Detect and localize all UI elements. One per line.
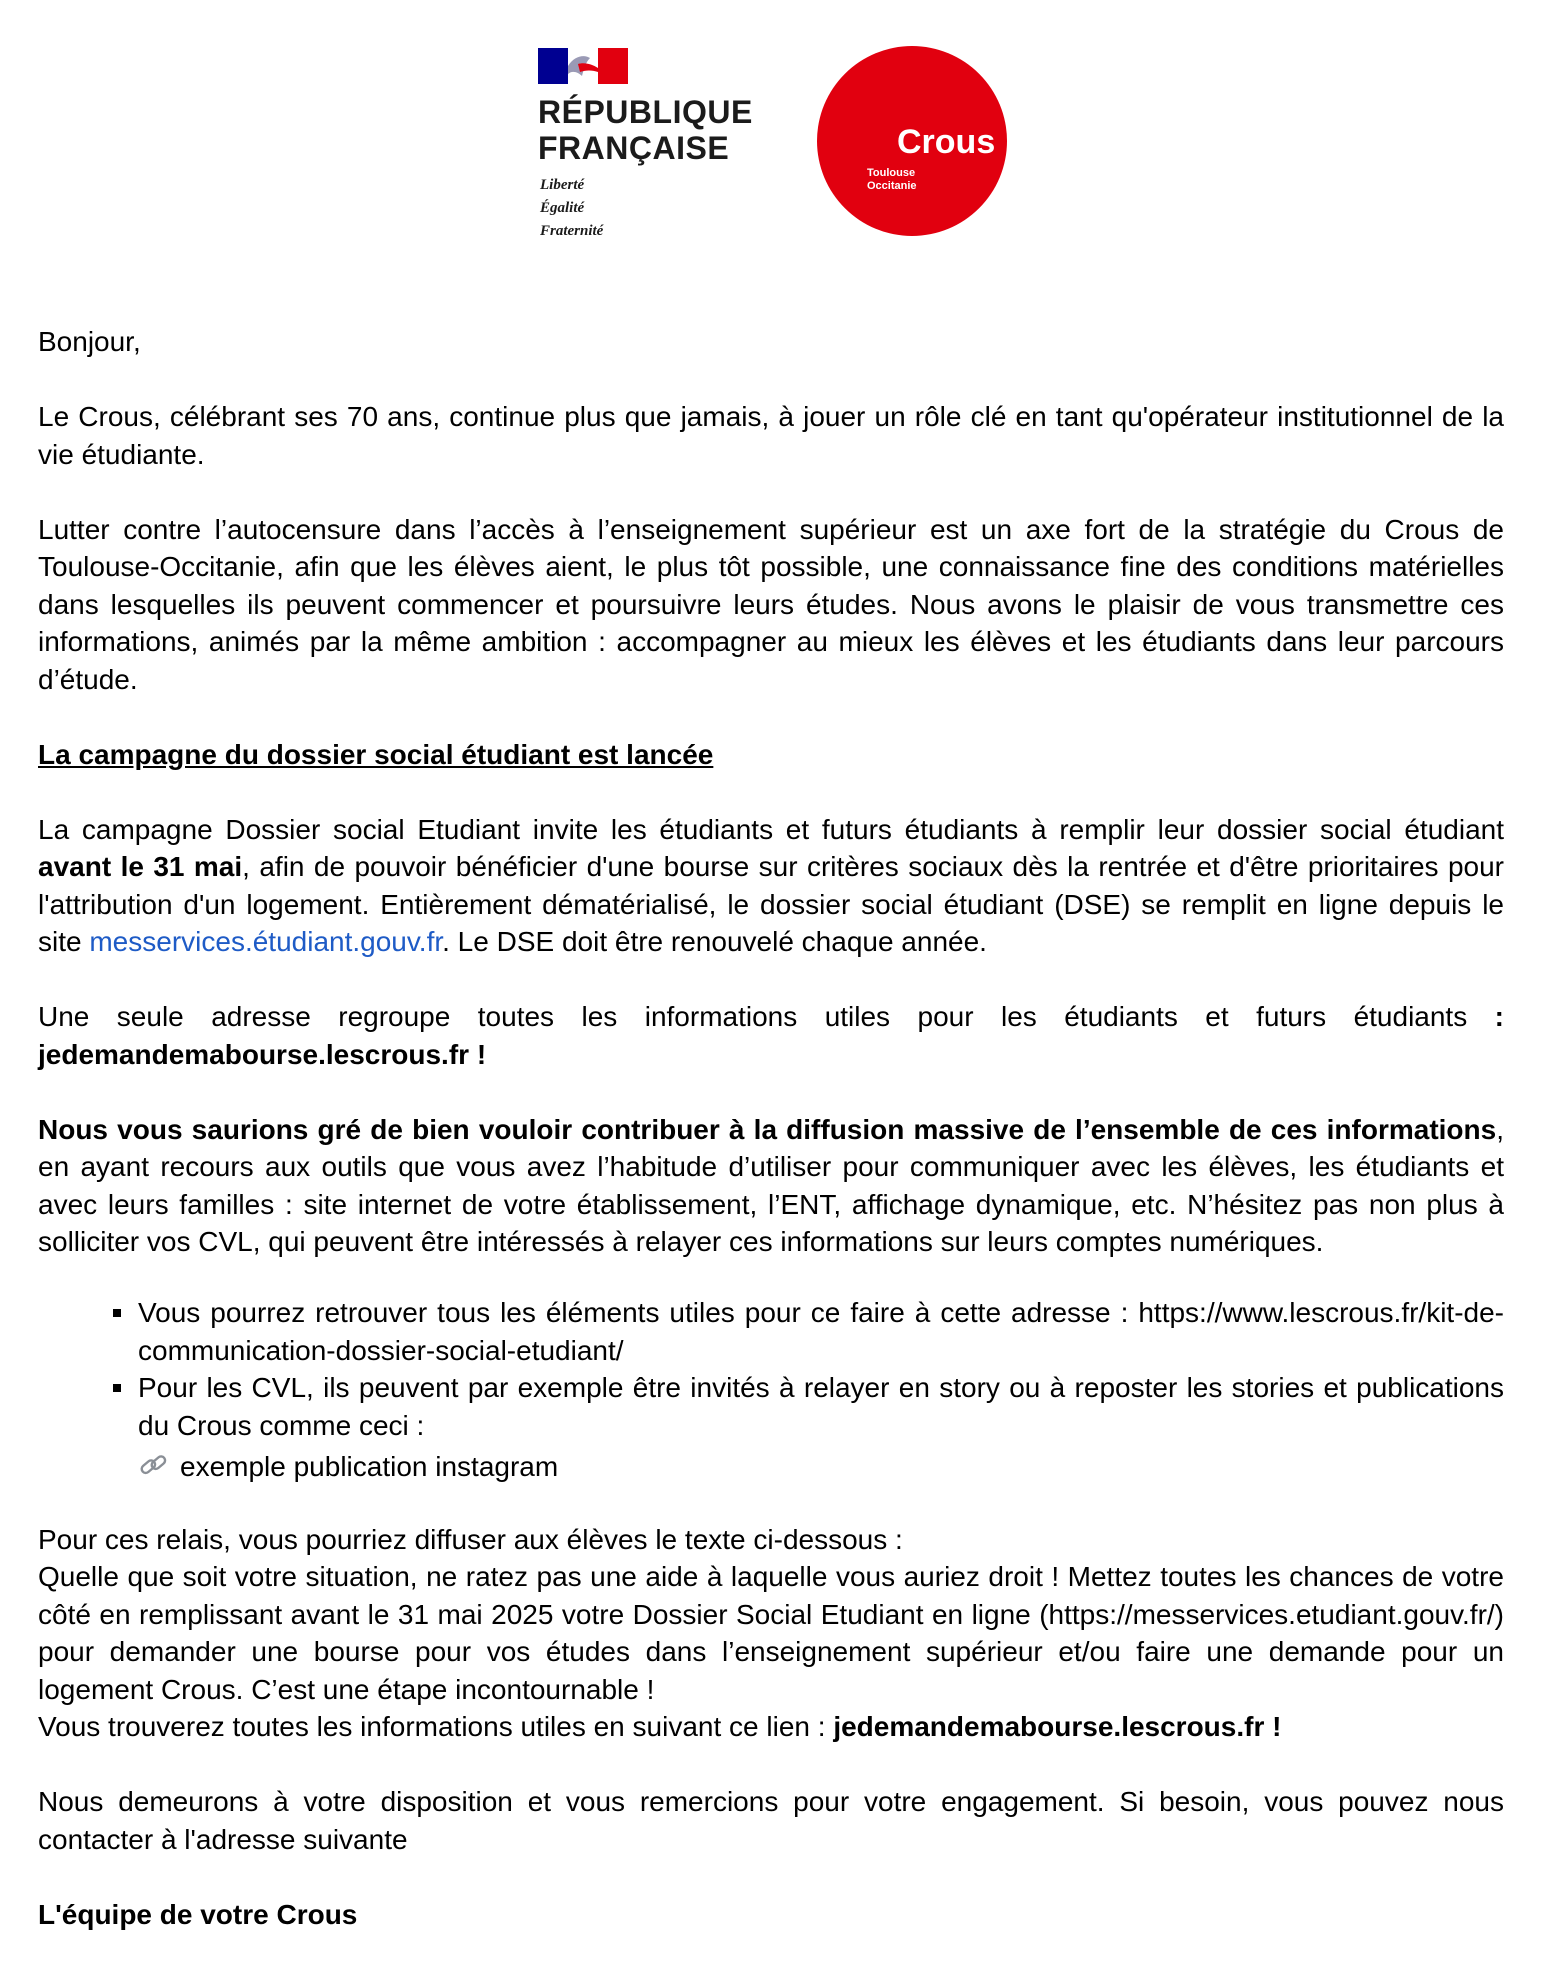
crous-region-label: Toulouse Occitanie	[867, 167, 917, 192]
signature: L'équipe de votre Crous	[38, 1898, 358, 1930]
campaign-text-2: , afin de pouvoir bénéficier d'une bourse sur critères sociaux dès la rentrée et d'être prioritaires pour l'attribution d'un logement. Entièrement dématérialisé, le dossier social étudiant (DSE) se remplit en ligne depuis le site	[38, 851, 1504, 957]
list-item	[138, 1294, 1504, 1369]
diffusion-request-paragraph	[38, 1111, 1504, 1261]
jedemandemabourse-address: : jedemandemabourse.lescrous.fr !	[38, 1001, 1504, 1070]
crous-wordmark: Crous	[897, 123, 996, 161]
square-bullet-icon	[113, 1309, 121, 1317]
email-header	[0, 40, 1546, 250]
closing-paragraph: Nous demeurons à votre disposition et vous remercions pour votre engagement. Si besoin, vous pouvez nous contacter à l'adresse suivante	[38, 1786, 1504, 1855]
section-heading	[38, 736, 1504, 774]
relay-link-line: Vous trouverez toutes les informations utiles en suivant ce lien :	[38, 1711, 834, 1742]
republique-francaise-wordmark: RÉPUBLIQUE FRANÇAISE	[538, 94, 753, 166]
kit-communication-text: Vous pourrez retrouver tous les éléments utiles pour ce faire à cette adresse : https://www.lescrous.fr/kit-de-communication-dossier-social-etudiant/	[138, 1297, 1504, 1366]
crous-toulouse-occitanie-logo	[817, 46, 1007, 236]
instagram-example-link[interactable]	[138, 1448, 1504, 1486]
relay-intro-line: Pour ces relais, vous pourriez diffuser aux élèves le texte ci-dessous :	[38, 1523, 903, 1555]
republique-francaise-logo	[538, 46, 768, 246]
email-body	[38, 323, 1504, 1971]
single-address-text: Une seule adresse regroupe toutes les informations utiles pour les étudiants et futurs étudiants	[38, 1001, 1495, 1032]
diffusion-request-text: , en ayant recours aux outils que vous avez l’habitude d’utiliser pour communiquer avec les élèves, les étudiants et avec leurs familles : site internet de votre établissement, l’ENT, affichage dynamique, etc. N’hésitez pas non plus à solliciter vos CVL, qui peuvent être intéressés à relayer ces informations sur leurs comptes numériques.	[38, 1113, 1504, 1257]
campaign-paragraph	[38, 811, 1504, 961]
intro-paragraph: Le Crous, célébrant ses 70 ans, continue plus que jamais, à jouer un rôle clé en tant qu'opérateur institutionnel de la vie étudiante.	[38, 401, 1504, 470]
strategy-paragraph: Lutter contre l’autocensure dans l’accès à l’enseignement supérieur est un axe fort de la stratégie du Crous de Toulouse-Occitanie, afin que les élèves aient, le plus tôt possible, une connaissance fine des conditions matérielles dans lesquelles ils peuvent commencer et poursuivre leurs études. Nous avons le plaisir de vous transmettre ces informations, animés par la même ambition : accompagner au mieux les élèves et les étudiants dans leur parcours d’étude.	[38, 513, 1504, 695]
instagram-example-label: exemple publication instagram	[180, 1451, 559, 1482]
greeting: Bonjour,	[38, 326, 141, 357]
campaign-text-3: . Le DSE doit être renouvelé chaque année.	[442, 926, 987, 957]
republic-motto: Liberté Égalité Fraternité	[540, 177, 604, 239]
link-chain-icon	[138, 1453, 170, 1479]
diffusion-request-bold: Nous vous saurions gré de bien vouloir contribuer à la diffusion massive de l’ensemble de ces informations	[38, 1113, 1497, 1145]
list-item	[138, 1369, 1504, 1486]
cvl-relay-text: Pour les CVL, ils peuvent par exemple être invités à relayer en story ou à reposter les stories et publications du Crous comme ceci :	[138, 1372, 1504, 1441]
relay-student-message: Quelle que soit votre situation, ne ratez pas une aide à laquelle vous auriez droit ! Mettez toutes les chances de votre côté en remplissant avant le 31 mai 2025 votre Dossier Social Etudiant en ligne (https://messervices.etudiant.gouv.fr/) pour demander une bourse pour vos études dans l’enseignement supérieur et/ou faire une demande pour un logement Crous. C’est une étape incontournable !	[38, 1561, 1504, 1705]
messervices-link[interactable]: messervices.étudiant.gouv.fr	[89, 926, 443, 957]
marianne-flag-icon	[538, 48, 628, 84]
deadline-text: avant le 31 mai	[38, 851, 243, 882]
single-address-paragraph	[38, 998, 1504, 1073]
section-heading-text: La campagne du dossier social étudiant est lancée	[38, 738, 714, 770]
relay-link-address: jedemandemabourse.lescrous.fr !	[833, 1711, 1282, 1742]
campaign-text-1: La campagne Dossier social Etudiant invite les étudiants et futurs étudiants à remplir leur dossier social étudiant	[38, 813, 1504, 845]
resources-list	[38, 1294, 1504, 1486]
relay-text-paragraph	[38, 1521, 1504, 1746]
square-bullet-icon	[113, 1384, 121, 1392]
